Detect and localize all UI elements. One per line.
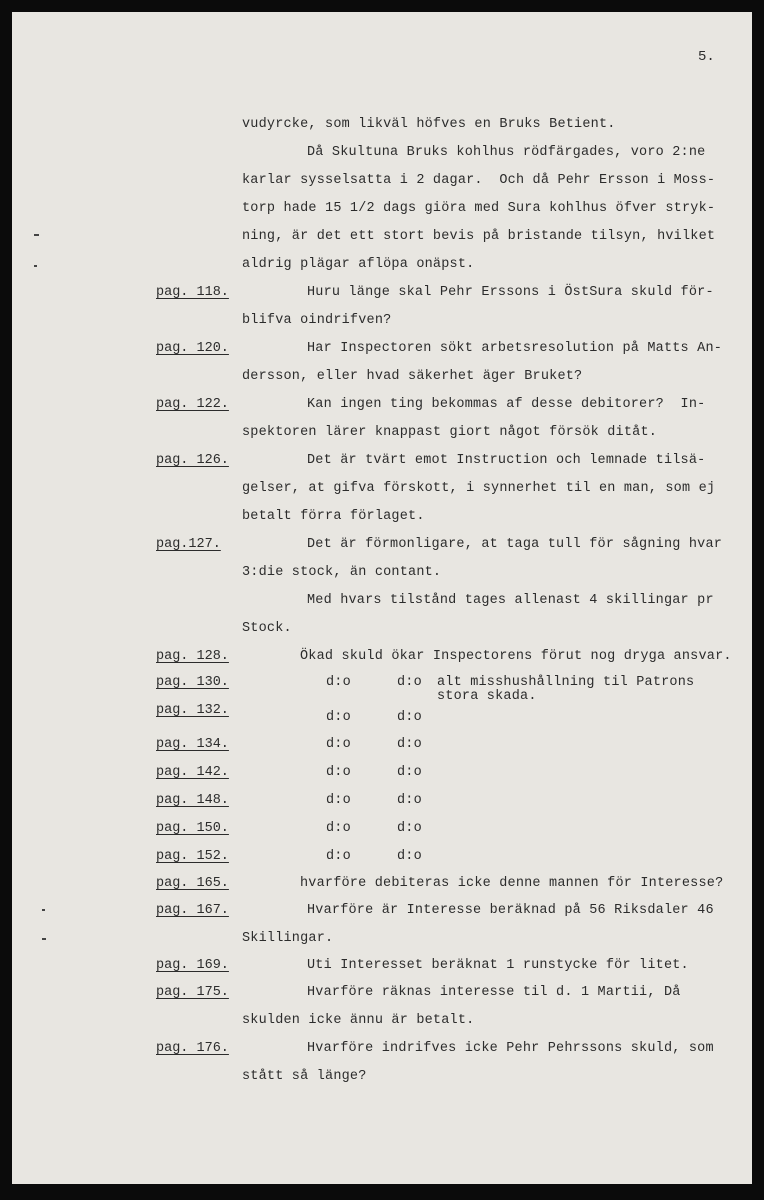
page-reference: pag. 167.: [156, 903, 229, 918]
ditto-mark: d:o: [397, 675, 422, 690]
text-line: skulden icke ännu är betalt.: [242, 1013, 475, 1028]
ditto-mark: d:o: [326, 793, 351, 808]
text-line: vudyrcke, som likväl höfves en Bruks Betient.: [242, 117, 616, 132]
text-line: ning, är det ett stort bevis på bristande tilsyn, hvilket: [242, 229, 716, 244]
text-line: Hvarföre räknas interesse til d. 1 Martii, Då: [307, 985, 681, 1000]
page-reference: pag. 148.: [156, 793, 229, 808]
ditto-mark: d:o: [397, 737, 422, 752]
page-reference: pag. 126.: [156, 453, 229, 468]
text-line: Skillingar.: [242, 931, 334, 946]
ditto-mark: d:o: [397, 710, 422, 725]
text-line: blifva oindrifven?: [242, 313, 392, 328]
text-line: torp hade 15 1/2 dags giöra med Sura kohlhus öfver stryk-: [242, 201, 716, 216]
text-line: gelser, at gifva förskott, i synnerhet til en man, som ej: [242, 481, 716, 496]
page-reference: pag. 175.: [156, 985, 229, 1000]
text-line: Uti Interesset beräknat 1 runstycke för litet.: [307, 958, 689, 973]
ditto-mark: d:o: [397, 765, 422, 780]
page-reference: pag. 132.: [156, 703, 229, 718]
text-line: stått så länge?: [242, 1069, 367, 1084]
page-number: 5.: [698, 49, 715, 65]
page-reference: pag.127.: [156, 537, 221, 552]
page-reference: pag. 134.: [156, 737, 229, 752]
text-line: 3:die stock, än contant.: [242, 565, 442, 580]
text-line: Huru länge skal Pehr Erssons i ÖstSura skuld för-: [307, 285, 714, 300]
margin-mark: [34, 234, 39, 236]
ditto-mark: d:o: [326, 765, 351, 780]
margin-mark: [42, 938, 46, 940]
ditto-mark: d:o: [326, 737, 351, 752]
ditto-mark: d:o: [326, 675, 351, 690]
ditto-mark: d:o: [397, 793, 422, 808]
text-line: Hvarföre indrifves icke Pehr Pehrssons skuld, som: [307, 1041, 714, 1056]
page-reference: pag. 165.: [156, 876, 229, 891]
text-line: Kan ingen ting bekommas af desse debitorer? In-: [307, 397, 706, 412]
text-line: Har Inspectoren sökt arbetsresolution på Matts An-: [307, 341, 723, 356]
ditto-mark: d:o: [326, 849, 351, 864]
text-line: Det är förmonligare, at taga tull för sågning hvar: [307, 537, 723, 552]
page-reference: pag. 130.: [156, 675, 229, 690]
text-line: stora skada.: [437, 689, 537, 704]
margin-mark: [42, 909, 45, 911]
margin-mark: [34, 265, 37, 267]
text-line: aldrig plägar aflöpa onäpst.: [242, 257, 475, 272]
text-line: spektoren lärer knappast giort något försök ditåt.: [242, 425, 658, 440]
text-line: Ökad skuld ökar Inspectorens förut nog dryga ansvar.: [300, 649, 732, 664]
page-reference: pag. 169.: [156, 958, 229, 973]
ditto-mark: d:o: [397, 821, 422, 836]
text-line: Då Skultuna Bruks kohlhus rödfärgades, voro 2:ne: [307, 145, 706, 160]
text-line: Hvarföre är Interesse beräknad på 56 Riksdaler 46: [307, 903, 714, 918]
text-line: hvarföre debiteras icke denne mannen för Interesse?: [300, 876, 724, 891]
page-reference: pag. 122.: [156, 397, 229, 412]
page-reference: pag. 152.: [156, 849, 229, 864]
text-line: Det är tvärt emot Instruction och lemnade tilsä-: [307, 453, 706, 468]
text-line: alt misshushållning til Patrons: [437, 675, 695, 690]
text-line: Stock.: [242, 621, 292, 636]
page-reference: pag. 118.: [156, 285, 229, 300]
ditto-mark: d:o: [397, 849, 422, 864]
text-line: karlar sysselsatta i 2 dagar. Och då Pehr Ersson i Moss-: [242, 173, 716, 188]
document-page: [12, 12, 752, 1184]
text-line: dersson, eller hvad säkerhet äger Bruket?: [242, 369, 583, 384]
ditto-mark: d:o: [326, 821, 351, 836]
page-reference: pag. 150.: [156, 821, 229, 836]
page-reference: pag. 176.: [156, 1041, 229, 1056]
page-reference: pag. 120.: [156, 341, 229, 356]
ditto-mark: d:o: [326, 710, 351, 725]
page-reference: pag. 128.: [156, 649, 229, 664]
page-reference: pag. 142.: [156, 765, 229, 780]
text-line: Med hvars tilstånd tages allenast 4 skillingar pr: [307, 593, 714, 608]
text-line: betalt förra förlaget.: [242, 509, 425, 524]
